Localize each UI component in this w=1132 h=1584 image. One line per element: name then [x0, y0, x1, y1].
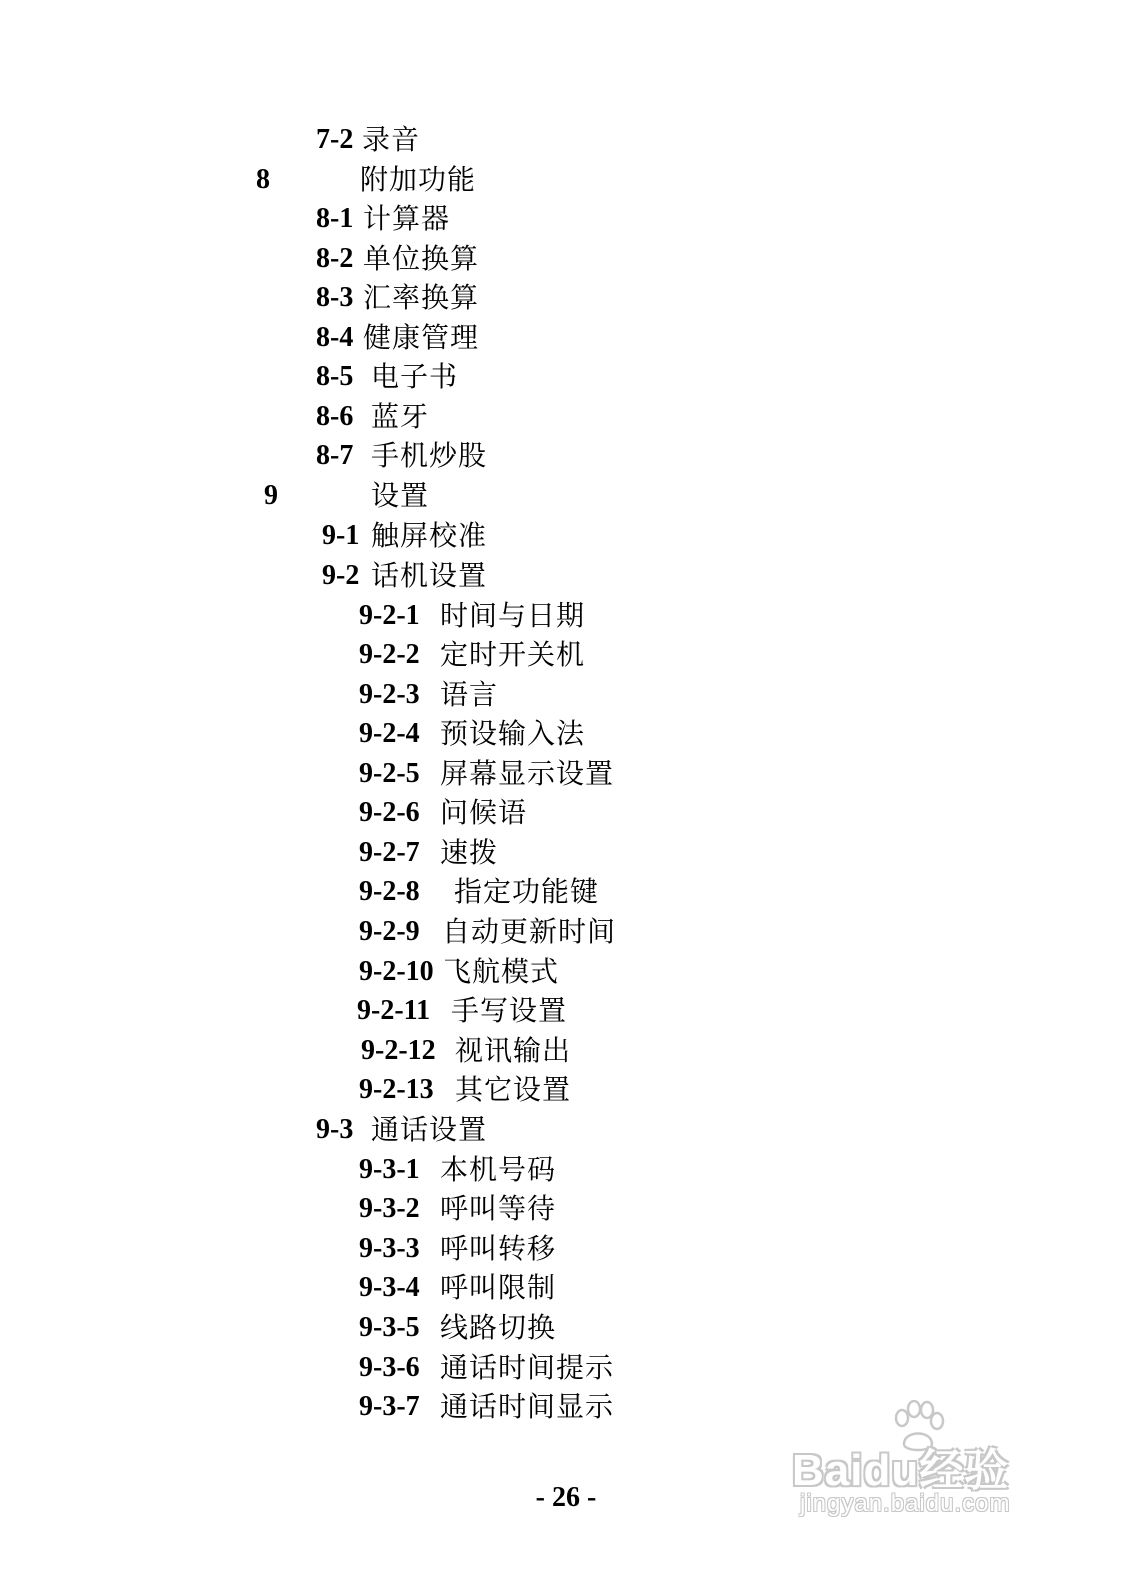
watermark-logo: Baidu经验 [792, 1446, 1010, 1495]
toc-entry-title: 通话设置 [371, 1113, 488, 1146]
toc-entry-title: 速拨 [440, 836, 499, 869]
toc-entry-number: 8-3 [316, 282, 354, 313]
toc-entry-title: 定时开关机 [440, 638, 586, 671]
toc-entry-title: 汇率换算 [363, 281, 480, 314]
toc-entry-title: 自动更新时间 [442, 915, 617, 948]
toc-entry-title: 预设输入法 [440, 717, 586, 750]
toc-entry-title: 通话时间显示 [440, 1390, 615, 1423]
toc-entry-number: 9-2-5 [359, 758, 420, 789]
toc-entry-number: 8-2 [316, 243, 354, 274]
toc-entry-number: 9-2-9 [359, 916, 420, 947]
toc-entry-title: 蓝牙 [371, 400, 430, 433]
toc-entry-number: 9-2-13 [359, 1074, 434, 1105]
toc-entry-title: 健康管理 [363, 321, 480, 354]
toc-entry-title: 电子书 [371, 360, 459, 393]
toc-entry-number: 9-2 [322, 560, 360, 591]
toc-entry-number: 9-2-4 [359, 718, 420, 749]
toc-entry-number: 9 [264, 480, 278, 511]
toc-entry-title: 时间与日期 [440, 599, 586, 632]
toc-entry-title: 其它设置 [455, 1073, 572, 1106]
toc-entry-title: 通话时间提示 [440, 1351, 615, 1384]
toc-entry-number: 9-2-6 [359, 797, 420, 828]
toc-entry-number: 9-3-1 [359, 1154, 420, 1185]
toc-entry-title: 呼叫限制 [440, 1271, 557, 1304]
toc-entry-title: 单位换算 [363, 242, 480, 275]
toc-entry-title: 设置 [371, 479, 430, 512]
toc-entry-number: 8 [256, 164, 270, 195]
toc-entry-title: 线路切换 [440, 1311, 557, 1344]
page-number: - 26 - [535, 1482, 597, 1513]
toc-entry-number: 9-3-6 [359, 1352, 420, 1383]
toc-entry-title: 飞航模式 [443, 955, 560, 988]
toc-entry-number: 9-3-7 [359, 1391, 420, 1422]
toc-entry-number: 8-6 [316, 401, 354, 432]
toc-entry-title: 本机号码 [440, 1153, 557, 1186]
toc-entry-title: 呼叫转移 [440, 1232, 557, 1265]
toc-entry-title: 屏幕显示设置 [440, 757, 615, 790]
toc-entry-number: 9-3 [316, 1114, 354, 1145]
toc-entry-number: 9-3-3 [359, 1233, 420, 1264]
toc-entry-number: 9-2-7 [359, 837, 420, 868]
toc-entry-number: 7-2 [316, 124, 354, 155]
toc-entry-title: 问候语 [440, 796, 528, 829]
toc-entry-number: 9-2-10 [359, 956, 434, 987]
toc-entry-title: 录音 [362, 123, 421, 156]
toc-entry-number: 8-5 [316, 361, 354, 392]
toc-entry-title: 呼叫等待 [440, 1192, 557, 1225]
toc-entry-title: 手机炒股 [371, 439, 488, 472]
toc-entry-title: 手写设置 [451, 994, 568, 1027]
toc-entry-number: 9-3-4 [359, 1272, 420, 1303]
toc-entry-number: 9-3-5 [359, 1312, 420, 1343]
toc-entry-number: 9-1 [322, 520, 360, 551]
watermark-url: jingyan.baidu.com [800, 1490, 1011, 1517]
toc-entry-number: 9-2-1 [359, 600, 420, 631]
toc-entry-title: 语言 [440, 678, 499, 711]
toc-entry-number: 9-2-12 [361, 1035, 436, 1066]
toc-entry-number: 9-2-8 [359, 876, 420, 907]
toc-entry-title: 话机设置 [371, 559, 488, 592]
toc-entry-number: 9-2-2 [359, 639, 420, 670]
toc-entry-number: 9-3-2 [359, 1193, 420, 1224]
toc-entry-number: 8-7 [316, 440, 354, 471]
toc-entry-number: 9-2-11 [357, 995, 431, 1026]
toc-entry-title: 触屏校准 [371, 519, 488, 552]
toc-entry-title: 指定功能键 [454, 875, 600, 908]
baidu-watermark [792, 1398, 1062, 1528]
toc-entry-title: 计算器 [363, 202, 451, 235]
toc-entry-title: 视讯输出 [455, 1034, 572, 1067]
toc-entry-title: 附加功能 [360, 163, 477, 196]
toc-entry-number: 9-2-3 [359, 679, 420, 710]
toc-entry-number: 8-1 [316, 203, 354, 234]
toc-entry-number: 8-4 [316, 322, 354, 353]
